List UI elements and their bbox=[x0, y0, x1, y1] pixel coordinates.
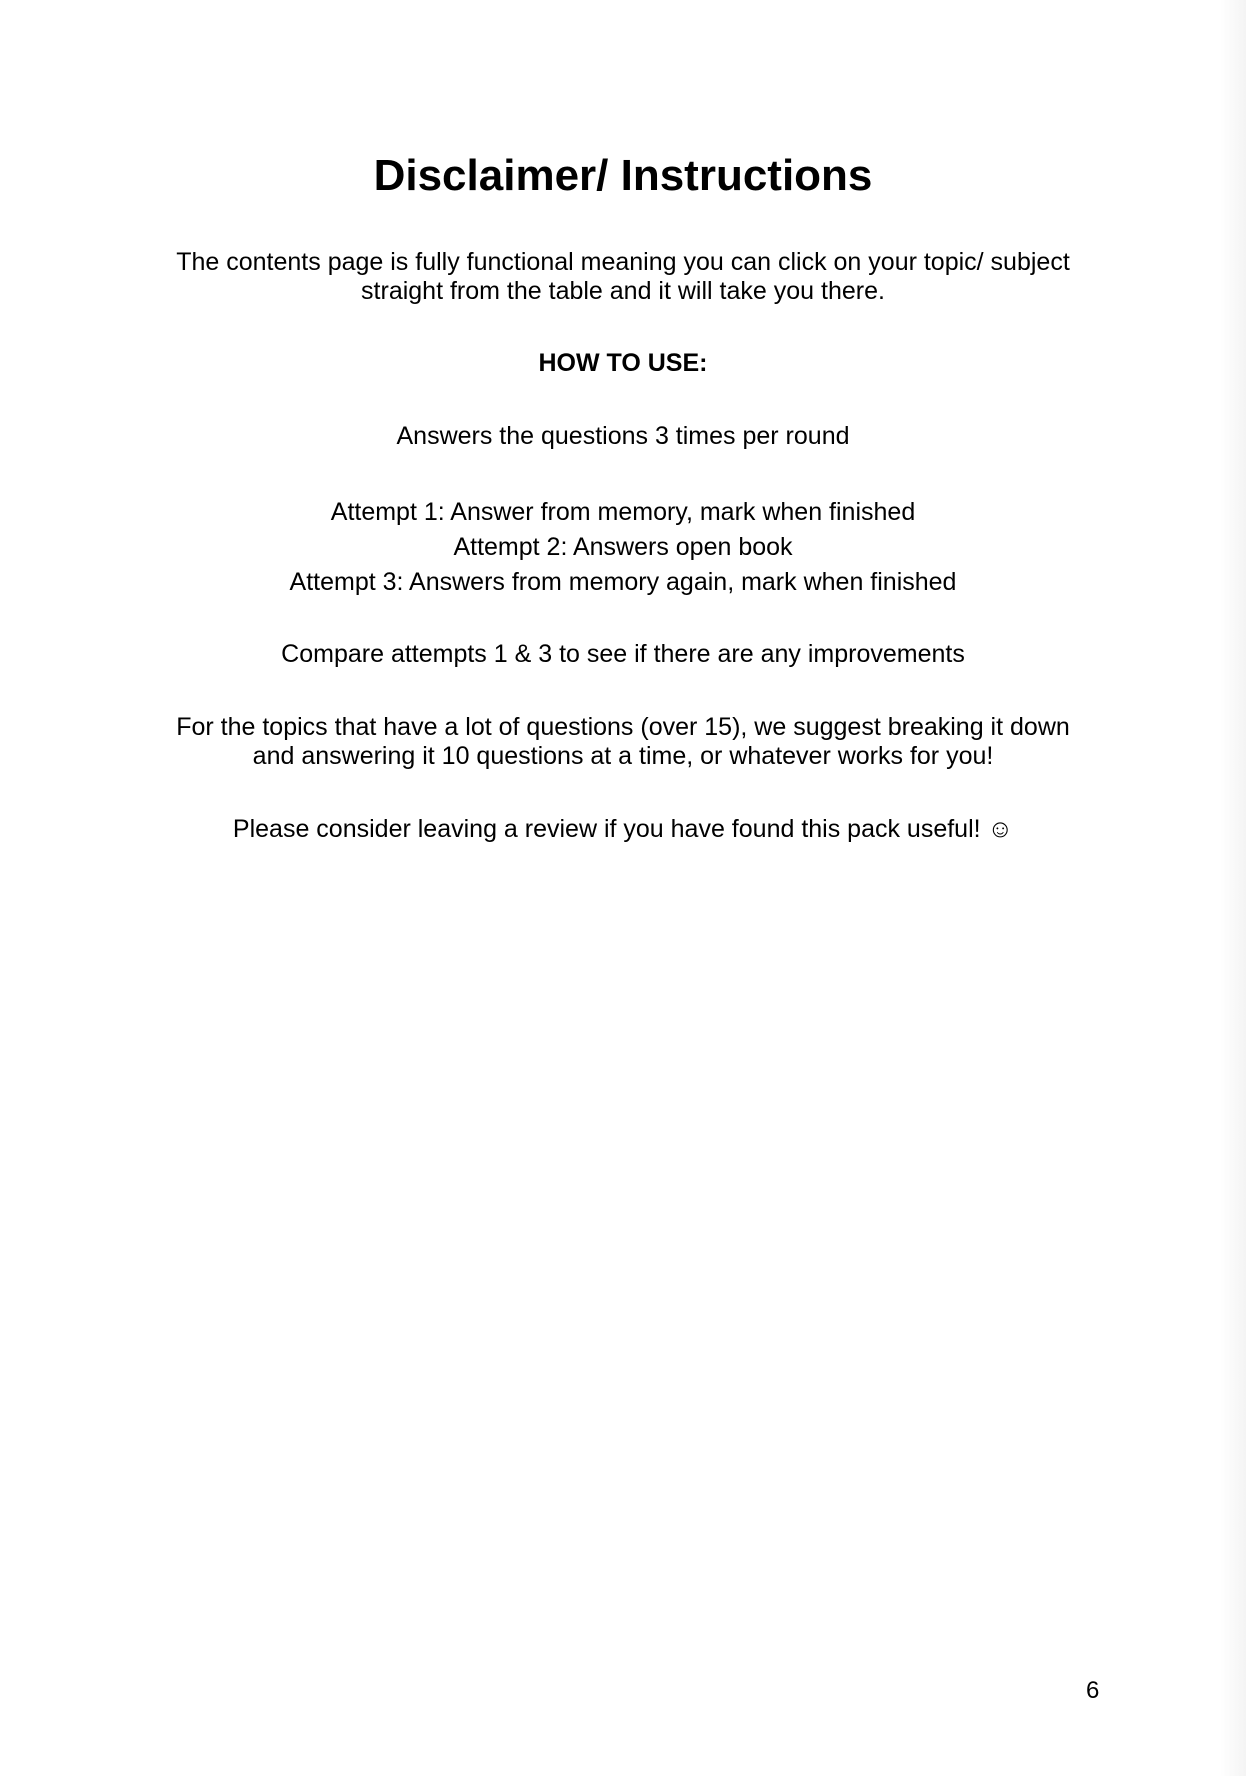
topics-paragraph bbox=[170, 713, 1076, 771]
intro-paragraph bbox=[170, 248, 1076, 306]
intro-line-1: The contents page is fully functional meaning you can click on your topic/ subject bbox=[176, 248, 1070, 276]
topics-line-1: For the topics that have a lot of questions (over 15), we suggest breaking it down bbox=[176, 713, 1070, 741]
page-number: 6 bbox=[1086, 1677, 1100, 1704]
page-content bbox=[170, 148, 1076, 844]
how-to-use-heading: HOW TO USE: bbox=[538, 349, 708, 377]
compare-paragraph: Compare attempts 1 & 3 to see if there are any improvements bbox=[281, 640, 965, 668]
review-paragraph: Please consider leaving a review if you have found this pack useful! ☺ bbox=[232, 815, 1014, 843]
page-title: Disclaimer/ Instructions bbox=[373, 151, 873, 200]
attempt-2-line: Attempt 2: Answers open book bbox=[453, 533, 793, 561]
page-edge-shadow bbox=[1220, 0, 1246, 1776]
attempt-3-line: Attempt 3: Answers from memory again, mark when finished bbox=[289, 568, 957, 596]
intro-line-2: straight from the table and it will take you there. bbox=[361, 277, 885, 305]
attempts-list bbox=[170, 495, 1076, 600]
topics-line-2: and answering it 10 questions at a time, or whatever works for you! bbox=[252, 742, 994, 770]
attempt-1-line: Attempt 1: Answer from memory, mark when finished bbox=[330, 498, 916, 526]
answers-paragraph: Answers the questions 3 times per round bbox=[396, 422, 850, 450]
